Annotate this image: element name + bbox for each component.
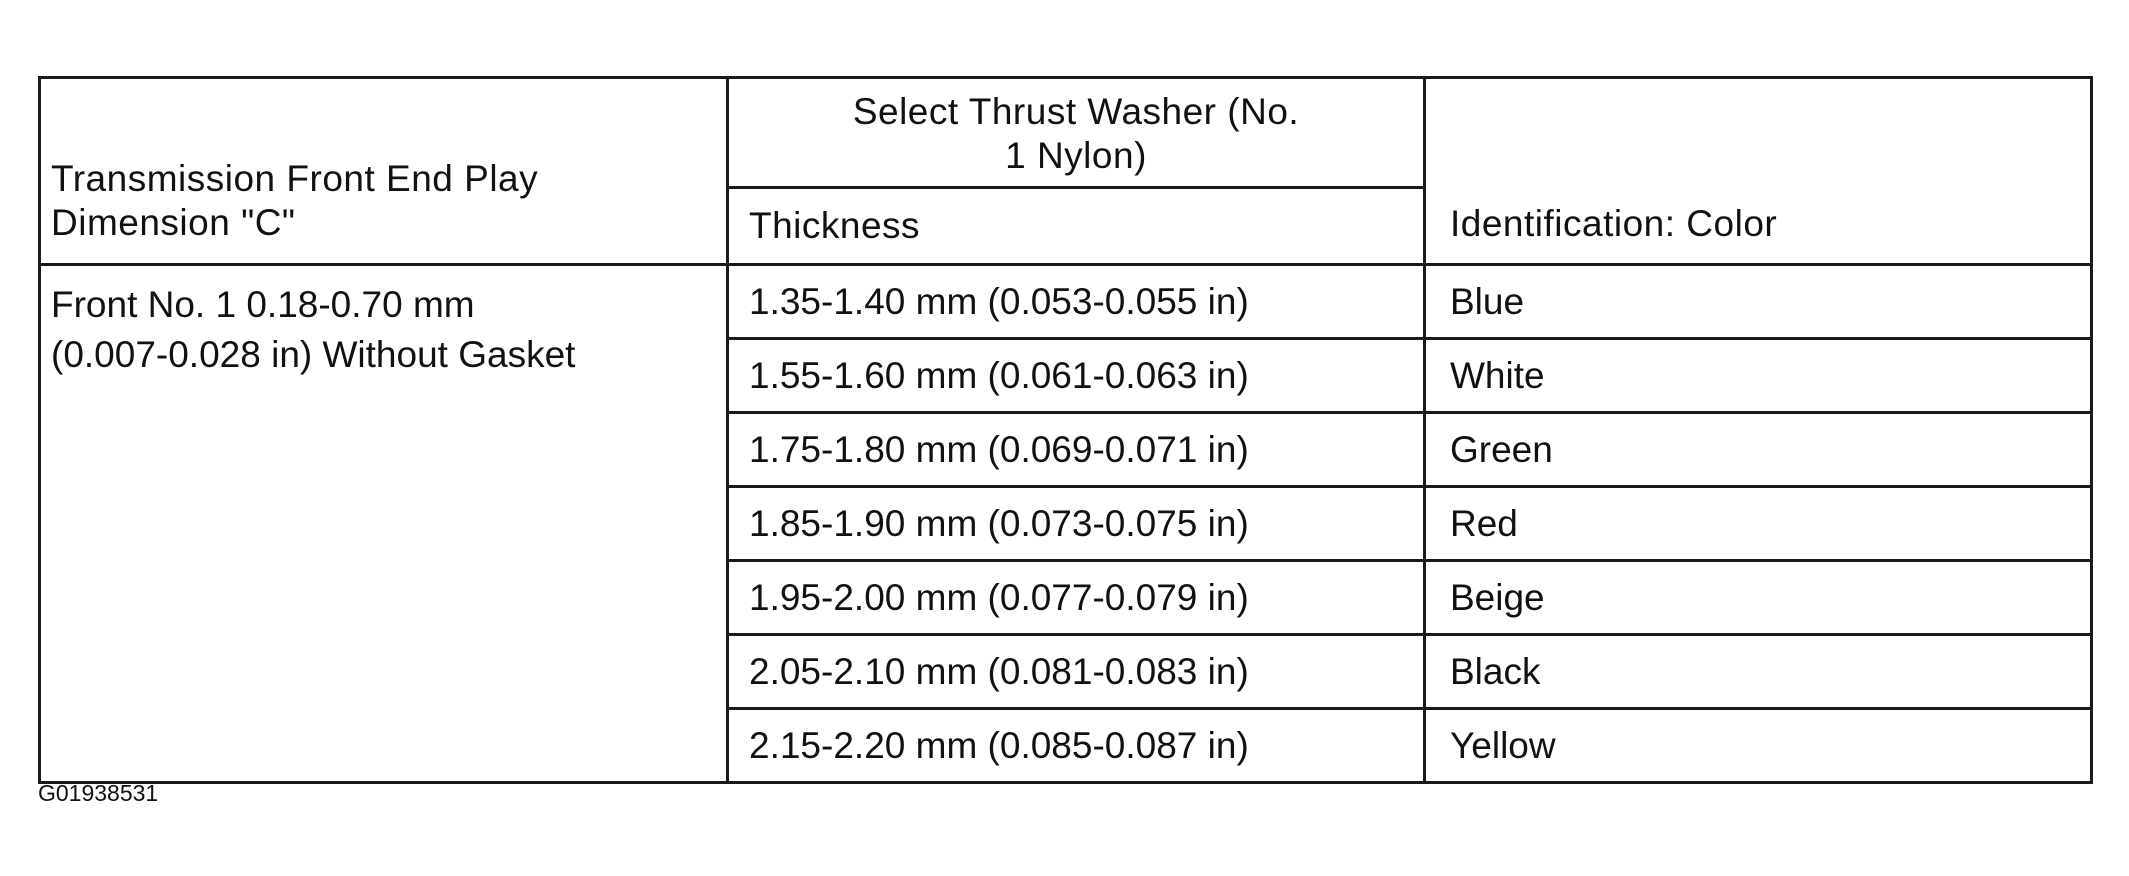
thrust-washer-spec-table bbox=[38, 76, 2093, 784]
color-cell: White bbox=[1425, 339, 2092, 413]
dimension-line2: (0.007-0.028 in) Without Gasket bbox=[51, 334, 576, 375]
header-group-line1: Select Thrust Washer (No. bbox=[852, 90, 1300, 132]
header-dimension-line2: Dimension "C" bbox=[51, 202, 296, 243]
color-cell: Black bbox=[1425, 635, 2092, 709]
header-dimension-line1: Transmission Front End Play bbox=[51, 158, 539, 199]
figure-id: G01938531 bbox=[38, 780, 159, 806]
header-identification-color: Identification: Color bbox=[1425, 78, 2092, 265]
header-group-line2: 1 Nylon) bbox=[1005, 134, 1147, 176]
thickness-cell: 1.35-1.40 mm (0.053-0.055 in) bbox=[728, 265, 1425, 339]
header-thrust-washer-group bbox=[728, 78, 1425, 188]
thickness-cell: 1.95-2.00 mm (0.077-0.079 in) bbox=[728, 561, 1425, 635]
header-thickness: Thickness bbox=[728, 188, 1425, 265]
header-dimension bbox=[40, 78, 728, 265]
color-cell: Yellow bbox=[1425, 709, 2092, 783]
color-cell: Red bbox=[1425, 487, 2092, 561]
thickness-cell: 2.05-2.10 mm (0.081-0.083 in) bbox=[728, 635, 1425, 709]
table-row bbox=[40, 265, 2092, 339]
thickness-cell: 2.15-2.20 mm (0.085-0.087 in) bbox=[728, 709, 1425, 783]
color-cell: Blue bbox=[1425, 265, 2092, 339]
dimension-line1: Front No. 1 0.18-0.70 mm bbox=[51, 284, 475, 325]
thickness-cell: 1.75-1.80 mm (0.069-0.071 in) bbox=[728, 413, 1425, 487]
color-cell: Beige bbox=[1425, 561, 2092, 635]
thickness-cell: 1.55-1.60 mm (0.061-0.063 in) bbox=[728, 339, 1425, 413]
dimension-cell bbox=[40, 265, 728, 783]
thickness-cell: 1.85-1.90 mm (0.073-0.075 in) bbox=[728, 487, 1425, 561]
color-cell: Green bbox=[1425, 413, 2092, 487]
